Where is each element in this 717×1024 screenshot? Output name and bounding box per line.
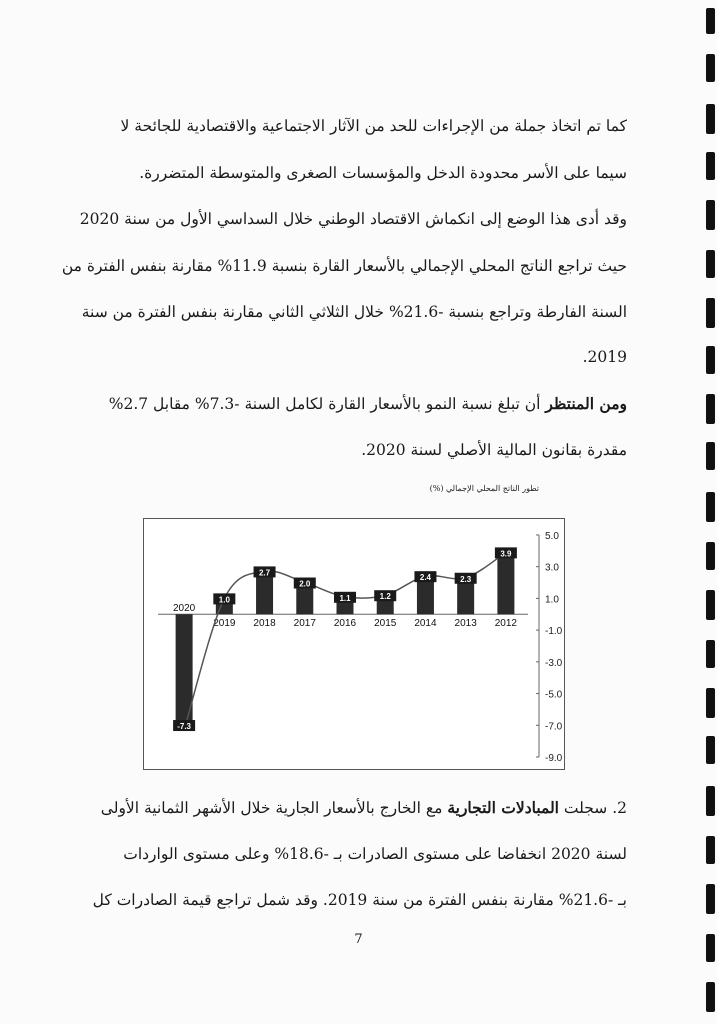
- paragraph-1-line-2: سيما على الأسر محدودة الدخل والمؤسسات الصغرى والمتوسطة المتضررة.: [139, 164, 627, 182]
- y-tick-label: -7.0: [545, 721, 563, 733]
- paragraph-3-line-1: [107, 394, 627, 414]
- x-tick-label: 2018: [253, 618, 276, 630]
- emphasis-text: المبادلات التجارية: [447, 798, 559, 817]
- x-tick-label: 2019: [213, 618, 236, 630]
- margin-mark: [706, 250, 715, 278]
- paragraph-4-line-2: لسنة 2020 انخفاضا على مستوى الصادرات بـ -18.6% وعلى مستوى الواردات: [123, 845, 627, 863]
- data-label: 1.2: [379, 592, 391, 602]
- margin-mark: [706, 200, 715, 230]
- margin-mark: [706, 786, 715, 816]
- margin-mark: [706, 346, 715, 374]
- margin-mark: [706, 590, 715, 620]
- x-tick-label: 2017: [293, 618, 316, 630]
- page-number: 7: [354, 932, 363, 947]
- emphasis-text: ومن المنتظر: [545, 394, 627, 413]
- y-tick-label: -9.0: [545, 753, 563, 764]
- data-label: 2.3: [460, 574, 472, 584]
- data-label: 2.4: [419, 573, 432, 583]
- margin-mark: [706, 8, 715, 34]
- margin-mark: [706, 640, 715, 668]
- gdp-chart-svg: [144, 519, 564, 769]
- margin-mark: [706, 982, 715, 1012]
- data-label: -7.3: [177, 722, 192, 732]
- x-tick-label: 2016: [333, 618, 357, 630]
- x-tick-label: 2015: [374, 618, 397, 630]
- margin-mark: [706, 298, 715, 328]
- chart-title: تطور الناتج المحلي الإجمالي (%): [429, 484, 539, 493]
- y-tick-label: -1.0: [545, 626, 563, 638]
- data-label: 2.0: [299, 579, 311, 589]
- data-label: 2.7: [258, 568, 271, 578]
- data-label: 3.9: [500, 549, 512, 559]
- margin-mark: [706, 736, 715, 764]
- x-tick-label: 2014: [414, 618, 437, 630]
- y-tick-label: -3.0: [545, 657, 563, 669]
- margin-mark: [706, 542, 715, 570]
- paragraph-4-line-1: [100, 798, 627, 818]
- y-tick-label: 3.0: [545, 562, 559, 574]
- margin-mark: [706, 394, 715, 424]
- bar: [256, 571, 273, 614]
- paragraph-2-line-3: السنة الفارطة وتراجع بنسبة -21.6% خلال الثلاثي الثاني مقارنة بنفس الفترة من سنة: [81, 303, 627, 321]
- margin-mark: [706, 104, 715, 134]
- bar: [497, 552, 514, 614]
- gdp-chart: [143, 518, 565, 770]
- paragraph-4-prefix: 2. سجلت: [559, 799, 627, 817]
- x-tick-label: 2013: [454, 618, 477, 630]
- data-label: 1.1: [339, 593, 351, 603]
- margin-mark: [706, 688, 715, 718]
- paragraph-3-line-1-rest: أن تبلغ نسبة النمو بالأسعار القارة لكامل السنة -7.3% مقابل 2.7%: [108, 395, 546, 413]
- margin-mark: [706, 884, 715, 914]
- paragraph-2-line-2: حيث تراجع الناتج المحلي الإجمالي بالأسعار القارة بنسبة 11.9% مقارنة بنفس الفترة من: [61, 257, 627, 275]
- x-tick-label: 2012: [494, 618, 518, 630]
- data-label: 1.0: [218, 595, 230, 605]
- y-tick-label: 5.0: [545, 530, 559, 542]
- margin-mark: [706, 442, 715, 470]
- paragraph-2-line-1: وقد أدى هذا الوضع إلى انكماش الاقتصاد الوطني خلال السداسي الأول من سنة 2020: [79, 210, 627, 228]
- margin-mark: [706, 836, 715, 864]
- margin-mark: [706, 152, 715, 180]
- margin-mark: [706, 54, 715, 82]
- paragraph-3-line-2: مقدرة بقانون المالية الأصلي لسنة 2020.: [361, 441, 627, 459]
- margin-mark: [706, 492, 715, 522]
- paragraph-4-line-1-rest: مع الخارج بالأسعار الجارية خلال الأشهر الثمانية الأولى: [100, 799, 448, 817]
- y-tick-label: -5.0: [545, 689, 563, 701]
- paragraph-1-line-1: كما تم اتخاذ جملة من الإجراءات للحد من الآثار الاجتماعية والاقتصادية للجائحة لا: [120, 117, 627, 135]
- paragraph-2-line-4: 2019.: [582, 348, 627, 366]
- bar: [176, 614, 193, 730]
- paragraph-4-line-3: بـ -21.6% مقارنة بنفس الفترة من سنة 2019. وقد شمل تراجع قيمة الصادرات كل: [92, 891, 627, 909]
- x-tick-label: 2020: [172, 603, 196, 615]
- y-tick-label: 1.0: [545, 594, 559, 606]
